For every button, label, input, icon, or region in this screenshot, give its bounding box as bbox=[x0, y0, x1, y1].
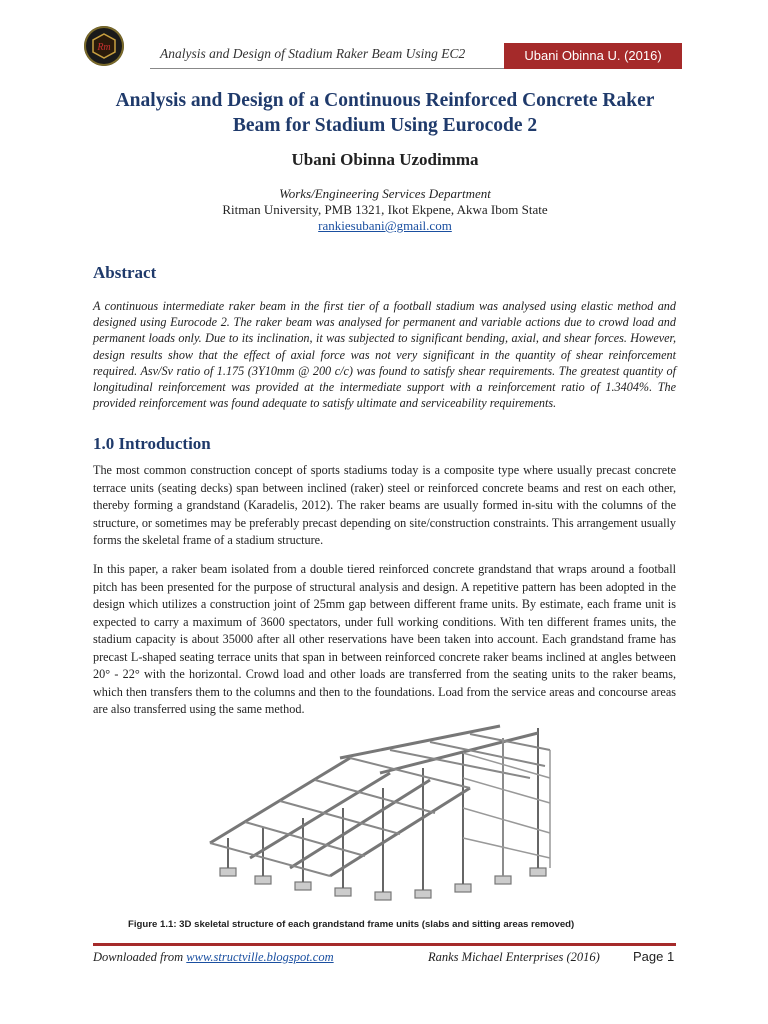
hexagon-logo-icon bbox=[91, 33, 117, 59]
institution: Ritman University, PMB 1321, Ikot Ekpene, Akwa Ibom State bbox=[222, 202, 548, 217]
header-rule bbox=[150, 68, 504, 69]
svg-text:Rm: Rm bbox=[97, 42, 111, 53]
frame-drawing bbox=[210, 726, 550, 900]
author-name: Ubani Obinna Uzodimma bbox=[291, 150, 479, 169]
intro-paragraph-1: The most common construction concept of sports stadiums today is a composite type where usually precast concrete terrace units (seating decks) span between inclined (raker) steel or reinforced concrete beams and rest on each other, thereby forming a grandstand (Karadelis, 2012). The raker beams are usually formed in-situ with the columns of the structure, or sometimes may be preferably precast depending on site/construction constraints. This arrangement usually forms the skeletal frame of a stadium structure. bbox=[93, 463, 676, 547]
running-title: Analysis and Design of Stadium Raker Beam Using EC2 bbox=[160, 46, 466, 61]
source-link[interactable]: www.structville.blogspot.com bbox=[186, 950, 334, 964]
abstract-text: A continuous intermediate raker beam in the first tier of a football stadium was analysed using elastic method and designed using Eurocode 2. The raker beam was analysed for permanent and variable actions due to crowd load and permanent loads only. Due to its inclination, it was subjected to significant bending, axial, and shear forces. However, design results show that the effect of axial force was not very significant in the quantity of shear reinforcement required. Asv/Sv ratio of 1.175 (3Y10mm @ 200 c/c) was found to satisfy shear requirements. The greatest quantity of longitudinal reinforcement was provided at the intermediate support with a reinforcement ratio of 1.3404%. The provided reinforcement was found adequate to satisfy ultimate and serviceability requirements. bbox=[93, 299, 676, 411]
page-number: Page 1 bbox=[633, 949, 675, 964]
introduction-heading: 1.0 Introduction bbox=[93, 434, 211, 453]
paper-title: Analysis and Design of a Continuous Reinforced Concrete Raker Beam for Stadium Using Eurocode 2 bbox=[115, 90, 655, 136]
download-prefix: Downloaded from bbox=[93, 950, 187, 964]
figure-caption: Figure 1.1: 3D skeletal structure of each grandstand frame units (slabs and sitting areas removed) bbox=[128, 919, 575, 930]
department: Works/Engineering Services Department bbox=[279, 186, 491, 201]
email-link[interactable]: rankiesubani@gmail.com bbox=[318, 218, 452, 233]
author-badge: Ubani Obinna U. (2016) bbox=[504, 43, 682, 69]
publisher-logo bbox=[84, 26, 124, 66]
intro-paragraph-2: In this paper, a raker beam isolated from a double tiered reinforced concrete grandstand that wraps around a football pitch has been presented for the purpose of structural analysis and design. A repetitive pattern has been adopted in the design which utilizes a construction joint of 25mm gap between different frame units. By estimate, each frame unit is expected to carry a maximum of 3600 spectators, under full working conditions. With ten different frames units, the stadium capacity is about 35000 after all other reservations have been taken into account. Each grandstand frame has precast L-shaped seating terrace units that span in between reinforced concrete raker beams inclined at angles between 20° - 22° with the horizontal. Crowd load and other loads are transferred from the seating units to the raker beams, which then transfers them to the columns and then to the foundations. Load from the service areas and concourse areas are also transferred using the same method. bbox=[93, 562, 676, 716]
footer-publisher: Ranks Michael Enterprises (2016) bbox=[428, 950, 600, 964]
footer-download bbox=[93, 950, 334, 965]
abstract-heading: Abstract bbox=[93, 263, 157, 282]
affiliation bbox=[90, 186, 680, 234]
grandstand-frame-figure bbox=[200, 718, 570, 908]
footer-rule bbox=[93, 943, 676, 946]
